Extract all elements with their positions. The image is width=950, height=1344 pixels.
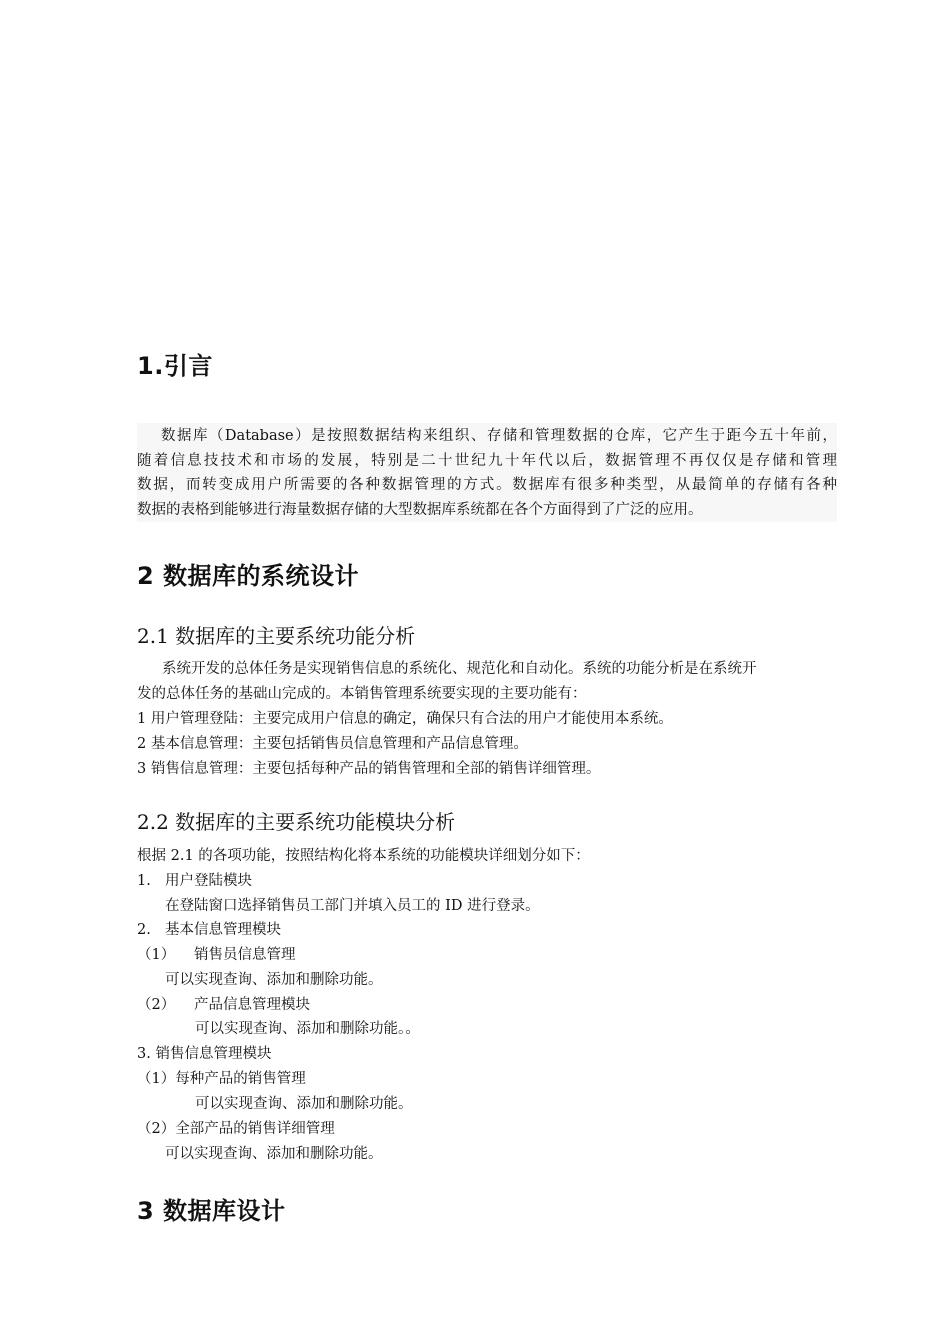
s22-item-3-2-label: （2）全部产品的销售详细管理	[137, 1121, 335, 1137]
s22-item-3-label: 3. 销售信息管理模块	[137, 1046, 272, 1062]
s22-item-1-desc: 在登陆窗口选择销售员工部门并填入员工的 ID 进行登录。	[165, 898, 540, 914]
section-2-title: 2 数据库的系统设计	[137, 562, 360, 590]
s22-item-3-1-desc: 可以实现查询、添加和删除功能。	[195, 1096, 413, 1112]
s22-item-2-2-num: （2）	[137, 997, 176, 1013]
s22-intro: 根据 2.1 的各项功能，按照结构化将本系统的功能模块详细划分如下：	[137, 848, 590, 864]
section-1-title: 1.引言	[137, 352, 213, 380]
intro-line-4: 数据的表格到能够进行海量数据存储的大型数据库系统都在各个方面得到了广泛的应用。	[137, 502, 703, 518]
s21-line-2: 发的总体任务的基础山完成的。本销售管理系统要实现的主要功能有：	[137, 686, 587, 702]
intro-line-1: 数据库（Database）是按照数据结构来组织、存储和管理数据的仓库，它产生于距今五十年前，	[161, 428, 837, 444]
s22-item-1-num: 1.	[137, 873, 151, 889]
s22-item-1-label: 用户登陆模块	[165, 873, 252, 889]
s22-item-2-label: 基本信息管理模块	[165, 922, 281, 938]
s22-item-3-1-label: （1）每种产品的销售管理	[137, 1071, 306, 1087]
s21-line-3: 1 用户管理登陆：主要完成用户信息的确定，确保只有合法的用户才能使用本系统。	[137, 711, 673, 727]
section-2-2-title: 2.2 数据库的主要系统功能模块分析	[137, 810, 456, 834]
s21-line-4: 2 基本信息管理：主要包括销售员信息管理和产品信息管理。	[137, 736, 528, 752]
s21-line-1: 系统开发的总体任务是实现销售信息的系统化、规范化和自动化。系统的功能分析是在系统开	[162, 661, 757, 677]
intro-line-2: 随着信息技技术和市场的发展，特别是二十世纪九十年代以后，数据管理不再仅仅是存储和管理	[137, 453, 837, 469]
section-3-title: 3 数据库设计	[137, 1197, 286, 1225]
section-2-1-title: 2.1 数据库的主要系统功能分析	[137, 624, 416, 648]
intro-line-3: 数据，而转变成用户所需要的各种数据管理的方式。数据库有很多种类型，从最简单的存储有各种	[137, 477, 837, 493]
s22-item-2-1-label: 销售员信息管理	[194, 947, 296, 963]
s22-item-2-2-label: 产品信息管理模块	[194, 997, 310, 1013]
s22-item-2-1-num: （1）	[137, 947, 176, 963]
s21-line-5: 3 销售信息管理：主要包括每种产品的销售管理和全部的销售详细管理。	[137, 761, 601, 777]
intro-paragraph	[137, 423, 837, 522]
s22-item-2-num: 2.	[137, 922, 151, 938]
s22-item-3-2-desc: 可以实现查询、添加和删除功能。	[165, 1146, 383, 1162]
s22-item-2-1-desc: 可以实现查询、添加和删除功能。	[165, 972, 383, 988]
s22-item-2-2-desc: 可以实现查询、添加和删除功能。。	[195, 1021, 420, 1037]
